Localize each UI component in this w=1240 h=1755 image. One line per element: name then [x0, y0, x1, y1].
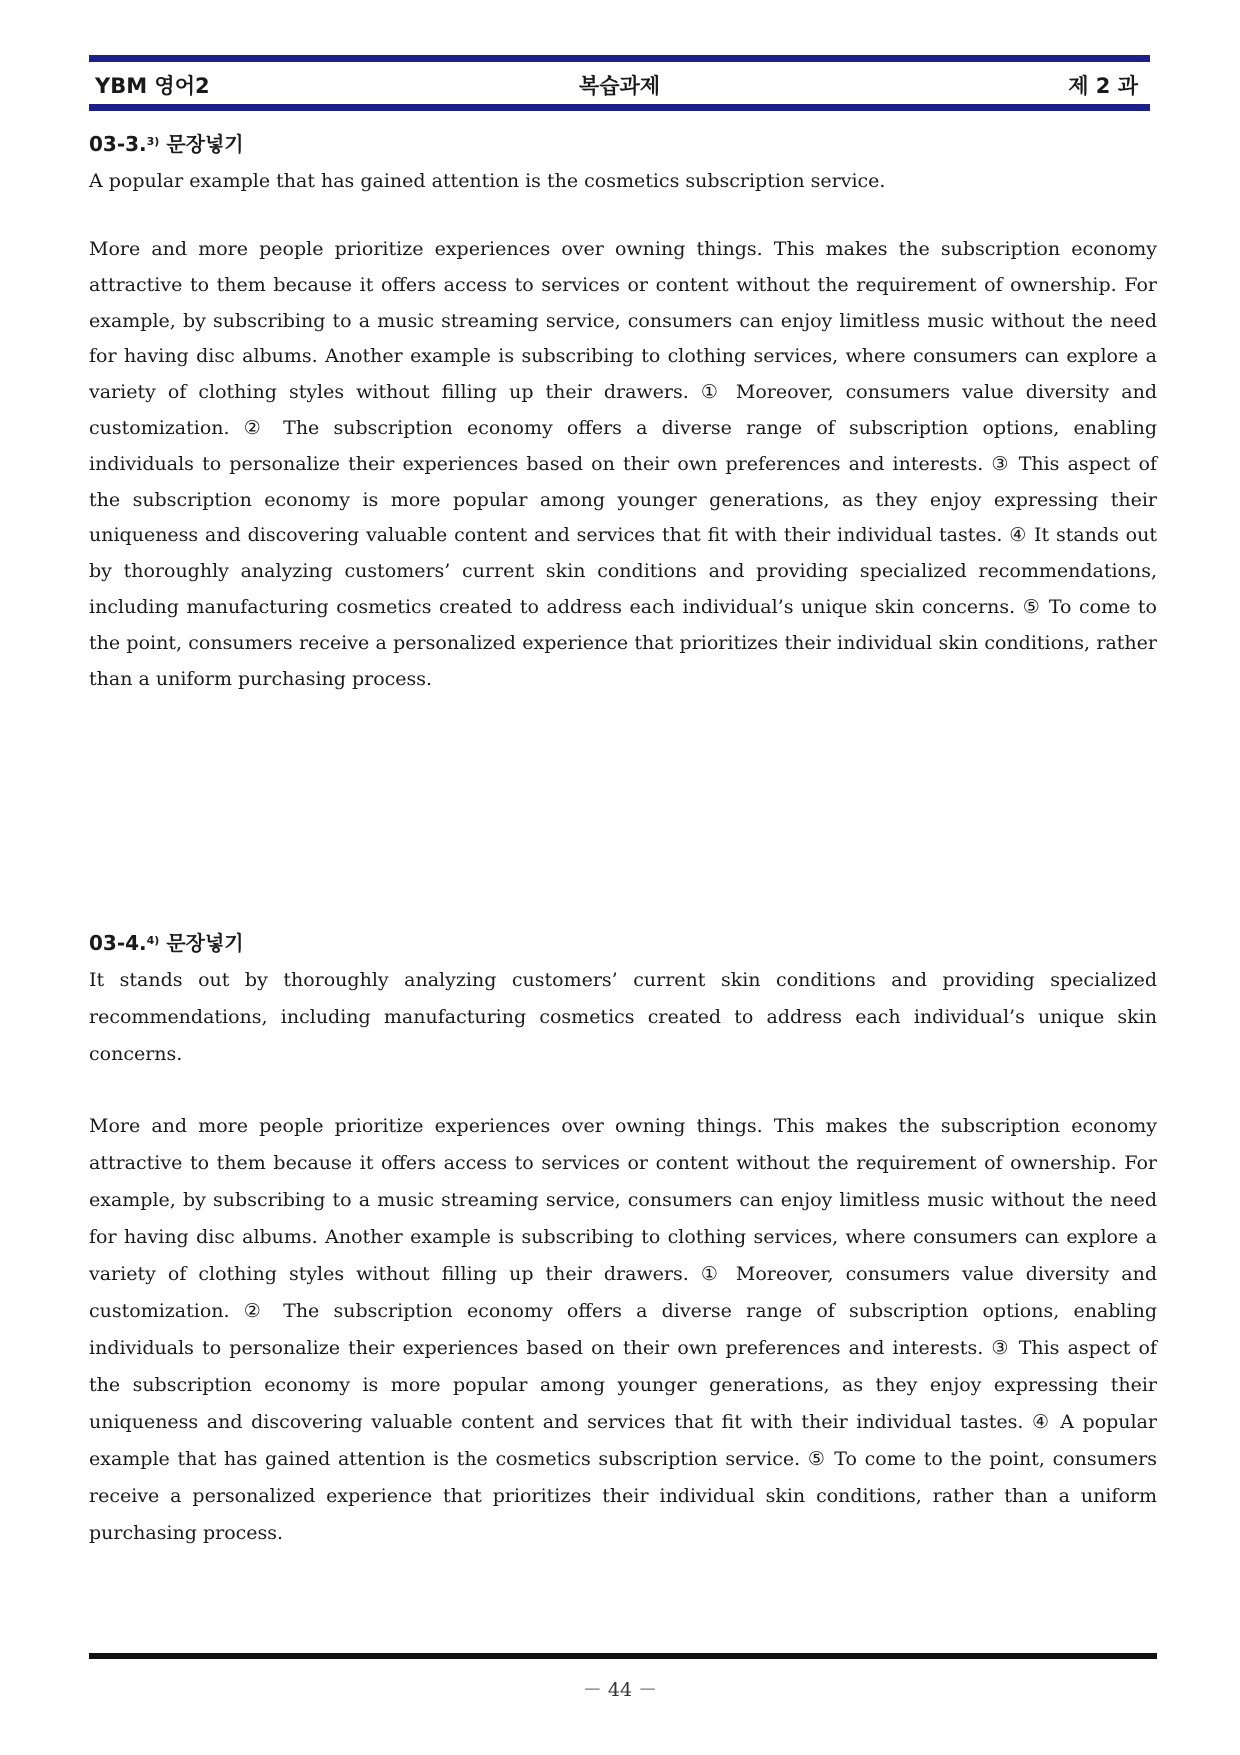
page-header: [89, 55, 1150, 111]
question-title: [89, 127, 1157, 157]
question-number: 03-3.: [89, 132, 147, 156]
question-type: 문장넣기: [166, 132, 244, 156]
footnote-marker: 3): [146, 135, 160, 148]
page-number: － 44 －: [582, 1679, 658, 1701]
given-sentence: A popular example that has gained attention is the cosmetics subscription service.: [89, 170, 886, 192]
question-type: 문장넣기: [166, 931, 244, 955]
given-sentence: It stands out by thoroughly analyzing customers’ current skin conditions and providing specialized recommendations, including manufacturing cosmetics created to address each individual’s unique skin concerns.: [89, 969, 1157, 1065]
footnote-marker: 4): [146, 934, 160, 947]
reading-passage: More and more people prioritize experiences over owning things. This makes the subscription economy attractive to them because it offers access to services or content without the requirement of ownership. For example, by subscribing to a music streaming service, consumers can enjoy limitless music without the need for having disc albums. Another example is subscribing to clothing services, where consumers can explore a variety of clothing styles without filling up their drawers. ① Moreover, consumers value diversity and customization. ② The subscription economy offers a diverse range of subscription options, enabling individuals to personalize their experiences based on their own preferences and interests. ③ This aspect of the subscription economy is more popular among younger generations, as they enjoy expressing their uniqueness and discovering valuable content and services that fit with their individual tastes. ④ A popular example that has gained attention is the cosmetics subscription service. ⑤ To come to the point, consumers receive a personalized experience that prioritizes their individual skin conditions, rather than a uniform purchasing process.: [89, 1115, 1157, 1544]
header-assignment: 복습과제: [578, 74, 661, 98]
header-lesson: 제 2 과: [1068, 74, 1138, 98]
footer-divider: [89, 1653, 1157, 1659]
header-textbook: YBM 영어2: [95, 74, 210, 98]
question-03-3: [89, 127, 1157, 697]
question-number: 03-4.: [89, 931, 147, 955]
question-title: [89, 926, 1157, 956]
reading-passage: More and more people prioritize experiences over owning things. This makes the subscription economy attractive to them because it offers access to services or content without the requirement of ownership. For example, by subscribing to a music streaming service, consumers can enjoy limitless music without the need for having disc albums. Another example is subscribing to clothing services, where consumers can explore a variety of clothing styles without filling up their drawers. ① Moreover, consumers value diversity and customization. ② The subscription economy offers a diverse range of subscription options, enabling individuals to personalize their experiences based on their own preferences and interests. ③ This aspect of the subscription economy is more popular among younger generations, as they enjoy expressing their uniqueness and discovering valuable content and services that fit with their individual tastes. ④ It stands out by thoroughly analyzing customers’ current skin conditions and providing specialized recommendations, including manufacturing cosmetics created to address each individual’s unique skin concerns. ⑤ To come to the point, consumers receive a personalized experience that prioritizes their individual skin conditions, rather than a uniform purchasing process.: [89, 238, 1157, 690]
question-03-4: [89, 926, 1157, 1552]
